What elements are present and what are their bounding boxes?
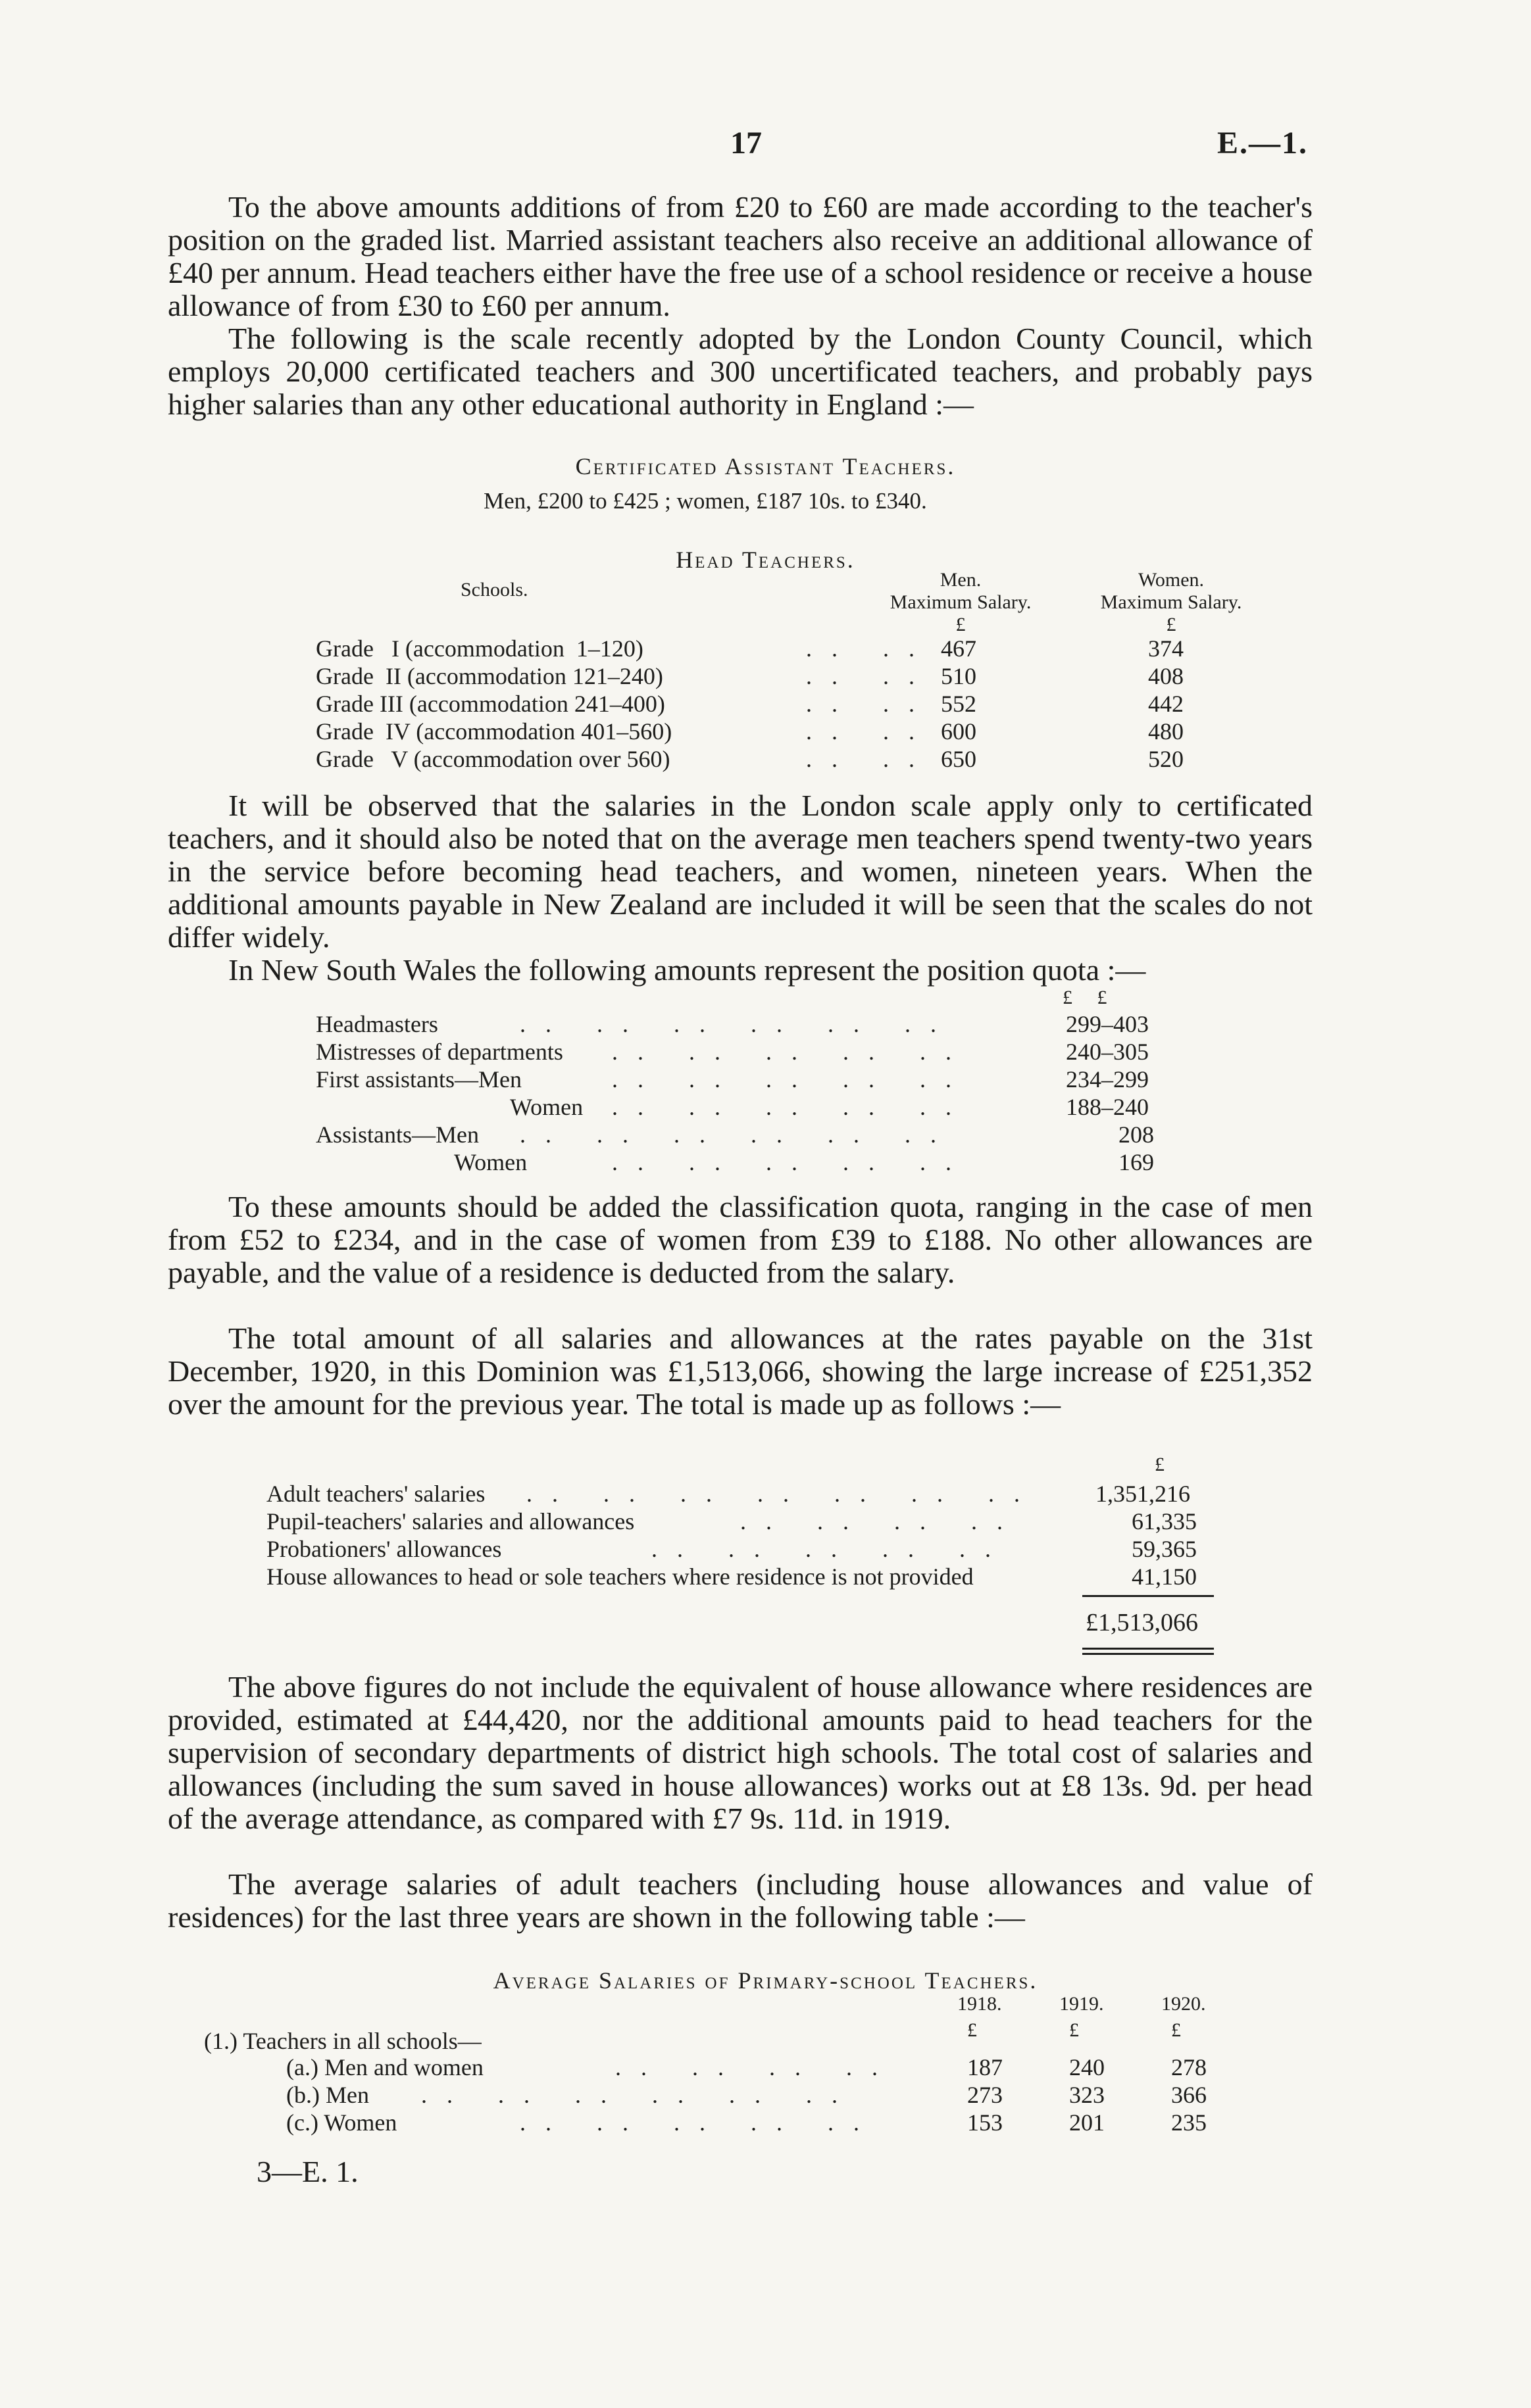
col-schools-header: Schools. (461, 579, 528, 601)
totals-rule-top (1082, 1595, 1214, 1597)
value-1920: 366 (1171, 2082, 1207, 2108)
page-number: 17 (730, 126, 762, 160)
men-value: 510 (941, 663, 976, 689)
men-value: 552 (941, 691, 976, 717)
row-label: Probationers' allowances (266, 1536, 502, 1562)
paragraph-8: The average salaries of adult teachers (including house allowances and value of residences) for the last three years are shown in the following table :— (168, 1867, 1313, 1934)
value-1918: 187 (967, 2054, 1003, 2080)
row-label: Grade I (accommodation 1–120) (316, 635, 643, 662)
paragraph-6: The total amount of all salaries and allowances at the rates payable on the 31st December, 1920, in this Dominion was £1,513,066, showing the large increase of £251,352 over the amount for the previous year. The total is made up as follows :— (168, 1321, 1313, 1421)
totals-rule-double-1 (1082, 1648, 1214, 1650)
women-value: 374 (1148, 635, 1184, 662)
year-1919: 1919. (1059, 1993, 1104, 2015)
grand-total: £1,513,066 (1086, 1609, 1198, 1636)
leader-dots: .. .. .. .. (740, 1508, 1022, 1535)
row-label: Assistants—Men (316, 1121, 480, 1148)
paragraph-1: To the above amounts additions of from £20 to £60 are made according to the teacher's position on the graded list. Married assistant teachers also receive an additional allowance of £40 per annum. Head teachers either have the free use of a school residence or receive a house allowance of from £30 to £60 per annum. (168, 190, 1313, 322)
row-label: Grade III (accommodation 241–400) (316, 691, 665, 717)
row-label: House allowances to head or sole teachers where residence is not provided (266, 1563, 974, 1590)
value-1920: 235 (1171, 2109, 1207, 2136)
leader-dots: .. .. .. .. .. .. .. (526, 1481, 1040, 1507)
certificated-salary-line: Men, £200 to £425 ; women, £187 10s. to £340. (484, 488, 927, 514)
totals-rule-double-2 (1082, 1653, 1214, 1655)
leader-dots: .. .. .. .. .. (612, 1094, 971, 1120)
nsw-unit-header: £ £ (1063, 987, 1107, 1008)
leader-dots: .. .. .. .. (615, 2054, 897, 2080)
row-label: (c.) Women (286, 2109, 397, 2136)
row-label: Mistresses of departments (316, 1039, 563, 1065)
women-value: 408 (1148, 663, 1184, 689)
row-value: 208 (1118, 1121, 1154, 1148)
paragraph-7: The above figures do not include the equivalent of house allowance where residences are provided, estimated at £44,420, nor the additional amounts paid to head teachers for the supervision of secondary departments of district high schools. The total cost of salaries and allowances (including the sum saved in house allowances) works out at £8 13s. 9d. per head of the average attendance, as compared with £7 9s. 11d. in 1919. (168, 1670, 1313, 1835)
leader-dots: .. .. (806, 635, 934, 662)
totals-unit: £ (1155, 1454, 1165, 1475)
row-label: Adult teachers' salaries (266, 1481, 486, 1507)
paragraph-5: To these amounts should be added the classification quota, ranging in the case of men from £52 to £234, and in the case of women from £39 to £188. No other allowances are payable, and the value of a residence is deducted from the salary. (168, 1190, 1313, 1289)
unit-1919: £ (1069, 2019, 1079, 2041)
leader-dots: .. .. (806, 691, 934, 717)
row-value: 188–240 (1066, 1094, 1149, 1120)
value-1919: 240 (1069, 2054, 1105, 2080)
paragraph-4: In New South Wales the following amounts represent the position quota :— (228, 953, 1146, 987)
col-women-header (1072, 569, 1270, 636)
unit-1918: £ (967, 2019, 977, 2041)
col-men-subtitle: Maximum Salary. (890, 591, 1032, 613)
leader-dots: .. .. .. .. .. (612, 1039, 971, 1065)
certificated-heading: Certificated Assistant Teachers. (575, 453, 956, 479)
row-label: Women (510, 1094, 584, 1120)
row-label: Grade IV (accommodation 401–560) (316, 718, 672, 745)
leader-dots: .. .. .. .. .. .. (520, 1121, 956, 1148)
men-value: 467 (941, 635, 976, 662)
col-women-subtitle: Maximum Salary. (1100, 591, 1242, 613)
row-label: (a.) Men and women (286, 2054, 484, 2080)
avg-salaries-heading: Average Salaries of Primary-school Teachers. (493, 1967, 1038, 1994)
leader-dots: .. .. .. .. .. (651, 1536, 1011, 1562)
women-value: 480 (1148, 718, 1184, 745)
group-label: (1.) Teachers in all schools— (204, 2028, 482, 2054)
year-1920: 1920. (1161, 1993, 1206, 2015)
men-value: 600 (941, 718, 976, 745)
value-1919: 201 (1069, 2109, 1105, 2136)
unit-1920: £ (1171, 2019, 1181, 2041)
row-value: 240–305 (1066, 1039, 1149, 1065)
leader-dots: .. .. (806, 663, 934, 689)
row-value: 59,365 (1132, 1536, 1197, 1562)
col-men-title: Men. (940, 569, 982, 591)
row-label: Pupil-teachers' salaries and allowances (266, 1508, 635, 1535)
col-women-title: Women. (1138, 569, 1205, 591)
year-1918: 1918. (957, 1993, 1002, 2015)
row-label: Grade II (accommodation 121–240) (316, 663, 663, 689)
paragraph-3: It will be observed that the salaries in the London scale apply only to certificated teachers, and it should also be noted that on the average men teachers spend twenty-two years in the service before becoming head teachers, and women, nineteen years. When the additional amounts payable in New Zealand are included it will be seen that the scales do not differ widely. (168, 789, 1313, 954)
leader-dots: .. .. (806, 746, 934, 772)
leader-dots: .. .. .. .. .. (520, 2109, 879, 2136)
row-value: 1,351,216 (1095, 1481, 1190, 1507)
paragraph-2: The following is the scale recently adopted by the London County Council, which employs 20,000 certificated teachers and 300 uncertificated teachers, and probably pays higher salaries than any other educational authority in England :— (168, 322, 1313, 421)
row-label: Grade V (accommodation over 560) (316, 746, 670, 772)
row-label: (b.) Men (286, 2082, 369, 2108)
footer-signature: 3—E. 1. (257, 2155, 359, 2188)
row-label: First assistants—Men (316, 1066, 522, 1093)
leader-dots: .. .. .. .. .. (612, 1066, 971, 1093)
leader-dots: .. .. .. .. .. (612, 1149, 971, 1175)
col-women-unit: £ (1166, 614, 1176, 635)
document-id: E.—1. (1217, 126, 1309, 160)
value-1918: 273 (967, 2082, 1003, 2108)
leader-dots: .. .. (806, 718, 934, 745)
women-value: 442 (1148, 691, 1184, 717)
row-value: 169 (1118, 1149, 1154, 1175)
women-value: 520 (1148, 746, 1184, 772)
row-value: 299–403 (1066, 1011, 1149, 1037)
col-men-header (862, 569, 1059, 636)
head-teachers-heading: Head Teachers. (676, 547, 855, 573)
value-1919: 323 (1069, 2082, 1105, 2108)
row-value: 61,335 (1132, 1508, 1197, 1535)
value-1918: 153 (967, 2109, 1003, 2136)
men-value: 650 (941, 746, 976, 772)
leader-dots: .. .. .. .. .. .. (421, 2082, 857, 2108)
col-men-unit: £ (955, 614, 966, 635)
leader-dots: .. .. .. .. .. .. (520, 1011, 956, 1037)
row-label: Women (454, 1149, 528, 1175)
row-label: Headmasters (316, 1011, 438, 1037)
row-value: 234–299 (1066, 1066, 1149, 1093)
row-value: 41,150 (1132, 1563, 1197, 1590)
value-1920: 278 (1171, 2054, 1207, 2080)
